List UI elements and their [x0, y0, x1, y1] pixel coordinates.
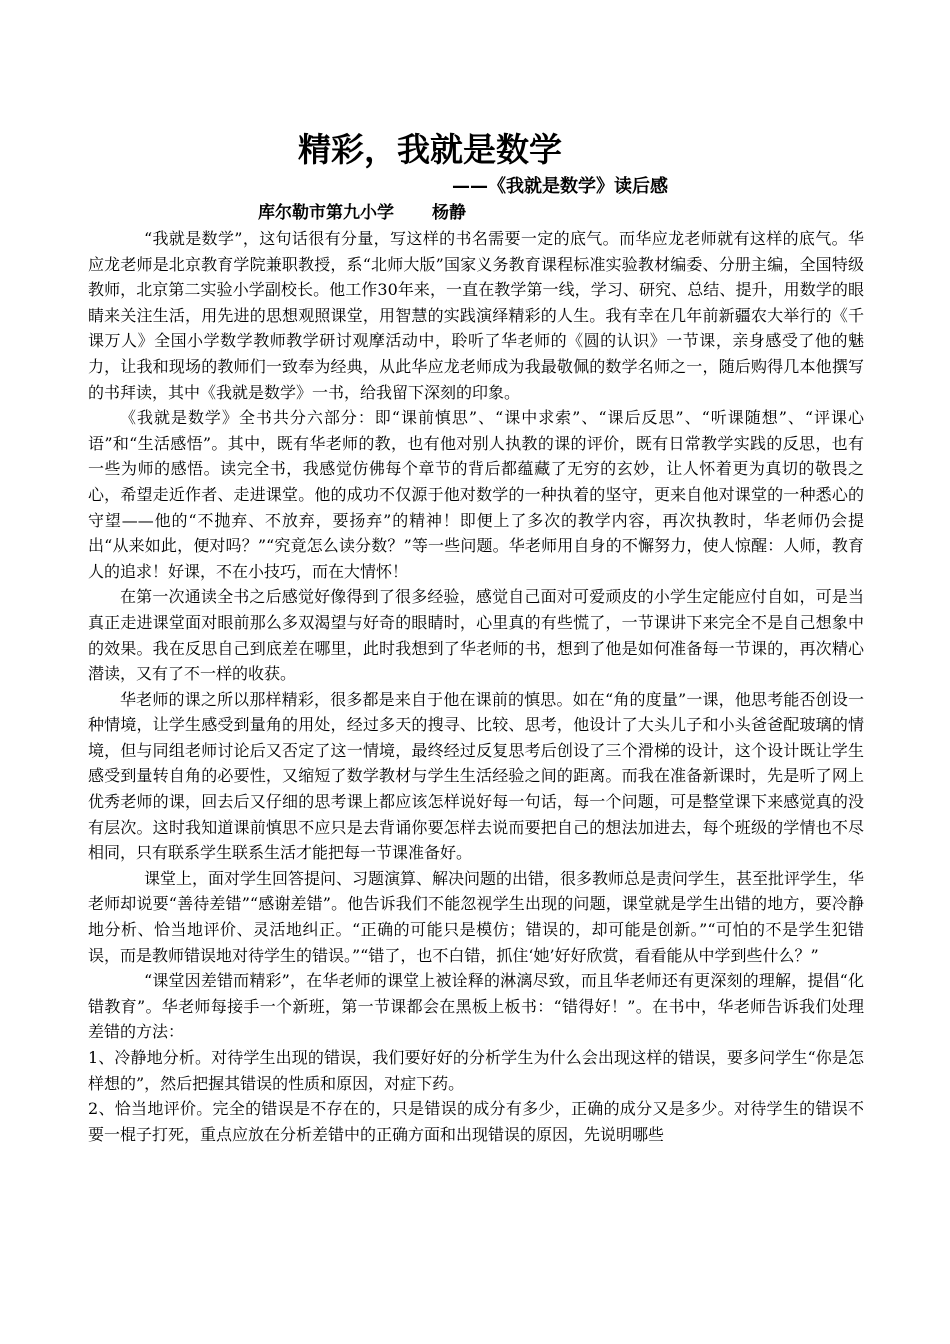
- paragraph: 在第一次通读全书之后感觉好像得到了很多经验，感觉自己面对可爱顽皮的小学生定能应付自如，可是当真正走进课堂面对眼前那么多双渴望与好奇的眼睛时，心里真的有些慌了，一节课讲下来完全不是自己想象中的效果。我在反思自己到底差在哪里，此时我想到了华老师的书，想到了他是如何准备每一节课的，再次精心潜读，又有了不一样的收获。: [88, 587, 864, 684]
- list-item: 2、恰当地评价。完全的错误是不存在的，只是错误的成分有多少，正确的成分又是多少。对待学生的错误不要一棍子打死，重点应放在分析差错中的正确方面和出现错误的原因，先说明哪些: [88, 1099, 864, 1144]
- author-name: 杨静: [432, 203, 466, 223]
- list-item: 1、冷静地分析。对待学生出现的错误，我们要好好的分析学生为什么会出现这样的错误，要多问学生“你是怎样想的”，然后把握其错误的性质和原因，对症下药。: [88, 1048, 864, 1093]
- paragraph: 华老师的课之所以那样精彩，很多都是来自于他在课前的慎思。如在“角的度量”一课，他思考能否创设一种情境，让学生感受到量角的用处，经过多天的搜寻、比较、思考，他设计了大头儿子和小头爸爸配玻璃的情境，但与同组老师讨论后又否定了这一情境，最终经过反复思考后创设了三个滑梯的设计，这个设计既让学生感受到量转自角的必要性，又缩短了数学教材与学生生活经验之间的距离。而我在准备新课时，先是听了网上优秀老师的课，回去后又仔细的思考课上都应该怎样说好每一句话，每一个问题，可是整堂课下来感觉真的没有层次。这时我知道课前慎思不应只是去背诵你要怎样去说而要把自己的想法加进去，每个班级的学情也不尽相同，只有联系学生联系生活才能把每一节课准备好。: [88, 689, 864, 863]
- school-name: 库尔勒市第九小学: [258, 203, 394, 223]
- page-title: 精彩，我就是数学: [298, 130, 562, 169]
- page-subtitle: ——《我就是数学》读后感: [452, 176, 668, 197]
- paragraph: “我就是数学”，这句话很有分量，写这样的书名需要一定的底气。而华应龙老师就有这样的底气。华应龙老师是北京教育学院兼职教授，系“北师大版”国家义务教育课程标准实验教材编委、分册主编，全国特级教师，北京第二实验小学副校长。他工作30年来，一直在教学第一线，学习、研究、总结、提升，用数学的眼睛来关注生活，用先进的思想观照课堂，用智慧的实践演绎精彩的人生。我有幸在几年前新疆农大举行的《千课万人》全国小学数学教师教学研讨观摩活动中，聆听了华老师的《圆的认识》一节课，亲身感受了他的魅力，让我和现场的教师们一致奉为经典，从此华应龙老师成为我最敬佩的数学名师之一，随后购得几本他撰写的书拜读，其中《我就是数学》一书，给我留下深刻的印象。: [88, 229, 864, 402]
- article-body: [88, 226, 864, 1147]
- paragraph: 《我就是数学》全书共分六部分：即“课前慎思”、“课中求索”、“课后反思”、“听课随想”、“评课心语”和“生活感悟”。其中，既有华老师的教，也有他对别人执教的课的评价，既有日常教学实践的反思，也有一些为师的感悟。读完全书，我感觉仿佛每个章节的背后都蕴藏了无穷的玄妙，让人怀着更为真切的敬畏之心，希望走近作者、走进课堂。他的成功不仅源于他对数学的一种执着的坚守，更来自他对课堂的一种悉心的守望——他的“不抛弃、不放弃，要扬弃”的精神！即便上了多次的教学内容，再次执教时，华老师仍会提出“从来如此，便对吗？”“究竟怎么读分数？”等一些问题。华老师用自身的不懈努力，使人惊醒：人师，教育人的追求！好课，不在小技巧，而在大情怀！: [88, 408, 864, 581]
- paragraph: “课堂因差错而精彩”，在华老师的课堂上被诠释的淋漓尽致，而且华老师还有更深刻的理解，提倡“化错教育”。华老师每接手一个新班，第一节课都会在黑板上板书：“错得好！”。在书中，华老师告诉我们处理差错的方法：: [88, 971, 864, 1042]
- paragraph: 课堂上，面对学生回答提问、习题演算、解决问题的出错，很多教师总是责问学生，甚至批评学生，华老师却说要“善待差错”“感谢差错”。他告诉我们不能忽视学生出现的问题，课堂就是学生出错的地方，要冷静地分析、恰当地评价、灵活地纠正。“正确的可能只是模仿；错误的，却可能是创新。”“可怕的不是学生犯错误，而是教师错误地对待学生的错误。”“错了，也不白错，抓住‘她’好好欣赏，看看能从中学到些什么？”: [88, 868, 865, 965]
- author-line: [258, 201, 466, 225]
